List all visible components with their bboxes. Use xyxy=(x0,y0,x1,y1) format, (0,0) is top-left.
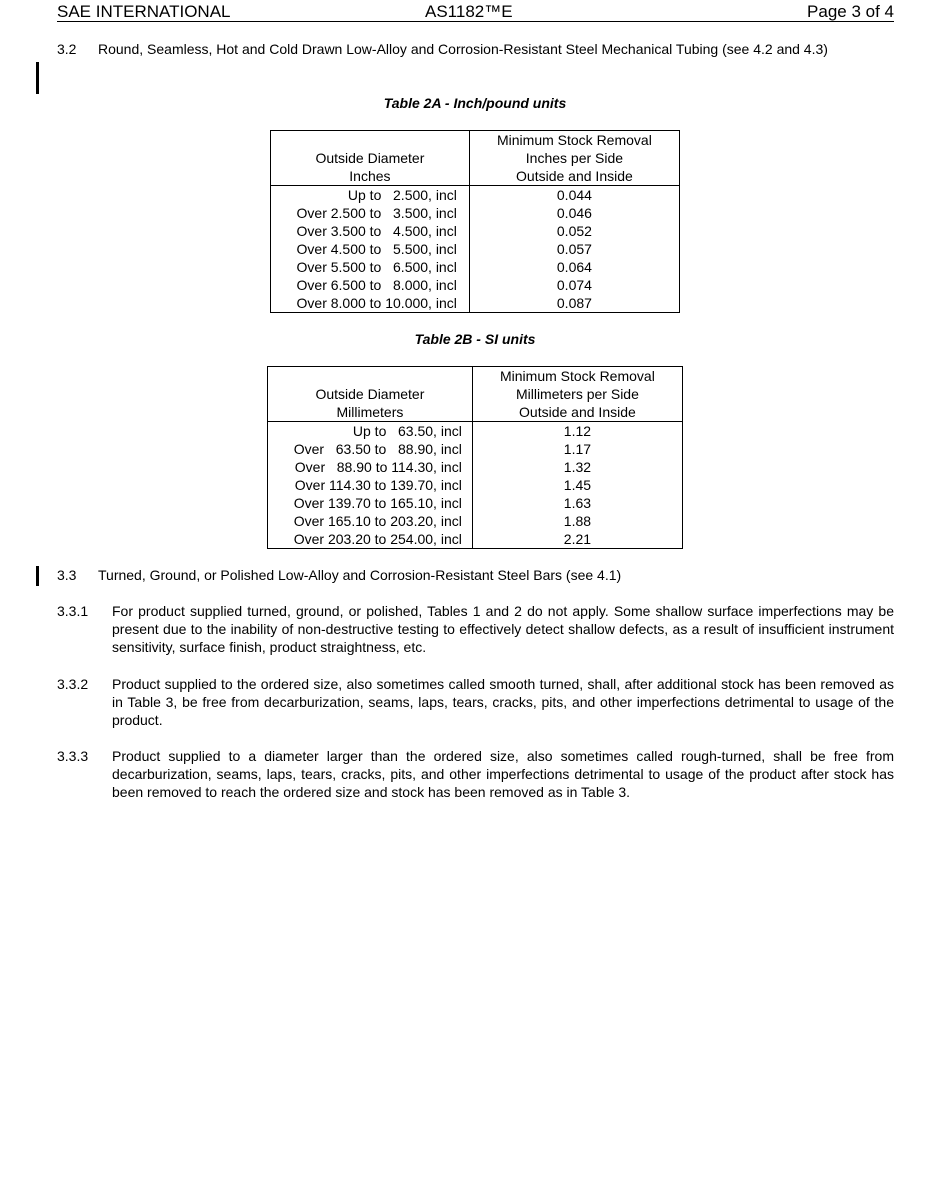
table-row xyxy=(271,276,680,294)
value-cell: 0.087 xyxy=(469,294,679,313)
section-3-3-2 xyxy=(57,675,894,729)
range-cell: Over 4.500 to 5.500, incl xyxy=(271,240,470,258)
table-2b-col1-header xyxy=(268,367,473,422)
section-text: For product supplied turned, ground, or polished, Tables 1 and 2 do not apply. Some shallow surface imperfections may be present due to the inability of non-destructive testing to effectively detect shallow defects, as a result of insufficient instrument sensitivity, surface finish, product straightness, etc. xyxy=(112,603,894,655)
range-cell: Over 6.500 to 8.000, incl xyxy=(271,276,470,294)
header-line: Outside Diameter xyxy=(315,150,425,166)
value-cell: 0.052 xyxy=(469,222,679,240)
section-text: Product supplied to the ordered size, also sometimes called smooth turned, shall, after additional stock has been removed as in Table 3, be free from decarburization, seams, laps, tears, cracks, pits, and other imperfections detrimental to usage of the product. xyxy=(112,676,894,728)
range-cell: Up to 2.500, incl xyxy=(271,186,470,205)
value-cell: 1.17 xyxy=(472,440,682,458)
range-cell: Over 114.30 to 139.70, incl xyxy=(268,476,473,494)
value-cell: 1.12 xyxy=(472,422,682,441)
section-number: 3.2 xyxy=(57,41,77,57)
range-cell: Over 165.10 to 203.20, incl xyxy=(268,512,473,530)
header-line: Millimeters per Side xyxy=(515,386,639,402)
header-line: Minimum Stock Removal xyxy=(500,368,655,384)
table-2a-col1-header xyxy=(271,131,470,186)
header-organization: SAE INTERNATIONAL xyxy=(57,2,231,21)
range-cell: Over 88.90 to 114.30, incl xyxy=(268,458,473,476)
section-number: 3.3.3 xyxy=(57,748,89,764)
page-header xyxy=(57,2,894,22)
value-cell: 1.88 xyxy=(472,512,682,530)
section-text: Round, Seamless, Hot and Cold Drawn Low-Alloy and Corrosion-Resistant Steel Mechanical Tubing (see 4.2 and 4.3) xyxy=(98,41,828,57)
value-cell: 0.057 xyxy=(469,240,679,258)
value-cell: 0.074 xyxy=(469,276,679,294)
table-row xyxy=(268,530,683,549)
table-2a xyxy=(270,130,680,313)
section-text: Turned, Ground, or Polished Low-Alloy and Corrosion-Resistant Steel Bars (see 4.1) xyxy=(98,567,622,583)
table-2b xyxy=(267,366,683,549)
range-cell: Over 3.500 to 4.500, incl xyxy=(271,222,470,240)
header-line: Inches xyxy=(349,168,391,184)
change-bar xyxy=(36,62,39,94)
value-cell: 0.064 xyxy=(469,258,679,276)
table-row xyxy=(268,458,683,476)
table-row xyxy=(268,440,683,458)
table-2a-col2-header xyxy=(469,131,679,186)
range-cell: Over 5.500 to 6.500, incl xyxy=(271,258,470,276)
header-line: Outside and Inside xyxy=(519,404,636,420)
value-cell: 1.63 xyxy=(472,494,682,512)
header-line: Outside Diameter xyxy=(315,386,425,402)
table-2b-col2-header xyxy=(472,367,682,422)
table-row xyxy=(268,422,683,441)
value-cell: 2.21 xyxy=(472,530,682,549)
section-number: 3.3.1 xyxy=(57,603,89,619)
value-cell: 1.32 xyxy=(472,458,682,476)
table-row xyxy=(271,186,680,205)
table-2a-caption: Table 2A - Inch/pound units xyxy=(383,95,567,111)
table-row xyxy=(268,512,683,530)
header-line: Inches per Side xyxy=(525,150,624,166)
section-3-3 xyxy=(57,566,894,584)
header-line: Minimum Stock Removal xyxy=(497,132,652,148)
change-bar xyxy=(36,566,39,586)
range-cell: Over 8.000 to 10.000, incl xyxy=(271,294,470,313)
table-2b-caption: Table 2B - SI units xyxy=(414,331,536,347)
section-number: 3.3 xyxy=(57,567,77,583)
header-page-number: Page 3 of 4 xyxy=(807,2,894,21)
header-document-id: AS1182™E xyxy=(425,2,513,21)
range-cell: Over 2.500 to 3.500, incl xyxy=(271,204,470,222)
section-3-3-3 xyxy=(57,747,894,801)
section-number: 3.3.2 xyxy=(57,676,89,692)
table-row xyxy=(271,204,680,222)
value-cell: 0.046 xyxy=(469,204,679,222)
range-cell: Over 63.50 to 88.90, incl xyxy=(268,440,473,458)
table-row xyxy=(271,258,680,276)
table-row xyxy=(271,222,680,240)
section-3-2 xyxy=(57,40,894,76)
value-cell: 1.45 xyxy=(472,476,682,494)
header-line: Millimeters xyxy=(336,404,404,420)
table-row xyxy=(268,476,683,494)
range-cell: Over 139.70 to 165.10, incl xyxy=(268,494,473,512)
section-3-3-1 xyxy=(57,602,894,656)
table-row xyxy=(271,240,680,258)
table-row xyxy=(268,494,683,512)
table-row xyxy=(271,294,680,313)
value-cell: 0.044 xyxy=(469,186,679,205)
section-text: Product supplied to a diameter larger than the ordered size, also sometimes called rough-turned, shall be free from decarburization, seams, laps, tears, cracks, pits, and other imperfections detrimental to usage of the product after stock has been removed to reach the ordered size and stock has been removed as in Table 3. xyxy=(112,748,894,800)
range-cell: Up to 63.50, incl xyxy=(268,422,473,441)
range-cell: Over 203.20 to 254.00, incl xyxy=(268,530,473,549)
header-line: Outside and Inside xyxy=(516,168,633,184)
